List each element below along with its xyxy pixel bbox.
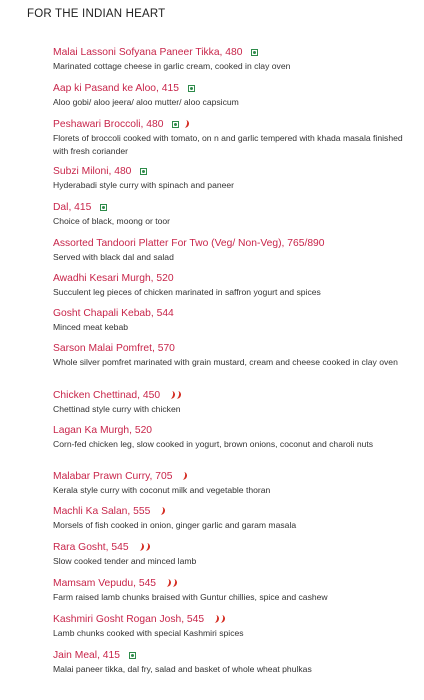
menu-item	[53, 540, 403, 568]
menu-item-name: Malai Lassoni Sofyana Paneer Tikka, 480	[53, 46, 243, 58]
menu-item-name: Kashmiri Gosht Rogan Josh, 545	[53, 613, 205, 625]
spice-level	[169, 390, 180, 400]
menu-item	[53, 164, 403, 192]
dietary-marks	[100, 204, 107, 211]
veg-icon	[129, 652, 136, 659]
spice-level	[138, 542, 149, 552]
menu-item	[53, 81, 403, 109]
chilli-icon	[219, 614, 224, 624]
chilli-icon	[138, 542, 143, 552]
veg-icon	[188, 85, 195, 92]
menu-item-header	[53, 45, 403, 59]
chilli-icon	[169, 390, 174, 400]
menu-item-header	[53, 81, 403, 95]
menu-item	[53, 271, 403, 299]
menu-item-header	[53, 200, 403, 214]
menu-item-name: Machli Ka Salan, 555	[53, 505, 151, 517]
menu-item-description: Whole silver pomfret marinated with grain mustard, cream and cheese cooked in clay oven	[53, 357, 398, 367]
menu-item-description: Morsels of fish cooked in onion, ginger garlic and garam masala	[53, 520, 297, 530]
menu-item-name: Lagan Ka Murgh, 520	[53, 424, 153, 436]
dietary-marks	[129, 652, 136, 659]
menu-item	[53, 504, 403, 532]
menu-item	[53, 236, 403, 264]
dietary-marks	[169, 390, 180, 400]
menu-item-header	[53, 306, 403, 320]
dietary-marks	[138, 542, 149, 552]
menu-item	[53, 423, 403, 451]
dietary-marks	[188, 85, 195, 92]
menu-item-name: Malabar Prawn Curry, 705	[53, 470, 173, 482]
chilli-icon	[165, 578, 170, 588]
menu-item-description: Kerala style curry with coconut milk and vegetable thoran	[53, 485, 271, 495]
menu-item-description: Marinated cottage cheese in garlic cream, cooked in clay oven	[53, 61, 291, 71]
menu-item-header	[53, 388, 403, 402]
dietary-marks	[159, 506, 164, 516]
menu-item-name: Rara Gosht, 545	[53, 541, 129, 553]
menu-item	[53, 469, 403, 497]
menu-item	[53, 45, 403, 73]
menu-item	[53, 612, 403, 640]
menu-item-description: Farm raised lamb chunks braised with Guntur chillies, spice and cashew	[53, 592, 328, 602]
menu-item-header	[53, 576, 403, 590]
dietary-marks	[165, 578, 176, 588]
menu-item-description: Chettinad style curry with chicken	[53, 404, 181, 414]
chilli-icon	[144, 542, 149, 552]
dietary-marks	[213, 614, 224, 624]
chilli-icon	[175, 390, 180, 400]
menu-item-description: Slow cooked tender and minced lamb	[53, 556, 197, 566]
menu-item-name: Assorted Tandoori Platter For Two (Veg/ Non-Veg), 765/890	[53, 237, 325, 249]
menu-item	[53, 576, 403, 604]
menu-item-header	[53, 117, 403, 131]
veg-icon	[100, 204, 107, 211]
veg-icon	[172, 121, 179, 128]
menu-item-description: Succulent leg pieces of chicken marinated in saffron yogurt and spices	[53, 287, 321, 297]
menu-item	[53, 388, 403, 416]
menu-item-name: Subzi Miloni, 480	[53, 165, 132, 177]
section-title: FOR THE INDIAN HEART	[27, 8, 166, 20]
menu-item-name: Aap ki Pasand ke Aloo, 415	[53, 82, 179, 94]
chilli-icon	[159, 506, 164, 516]
menu-item-name: Gosht Chapali Kebab, 544	[53, 307, 174, 319]
dietary-marks	[181, 471, 186, 481]
menu-item-header	[53, 164, 403, 178]
spice-level	[213, 614, 224, 624]
menu-item-header	[53, 612, 403, 626]
menu-item-header	[53, 423, 403, 437]
spice-level	[181, 471, 186, 481]
menu-item	[53, 648, 403, 676]
menu-item-name: Mamsam Vepudu, 545	[53, 577, 157, 589]
menu-item-name: Dal, 415	[53, 201, 92, 213]
menu-item-header	[53, 469, 403, 483]
menu-item-header	[53, 341, 403, 355]
menu-item-name: Chicken Chettinad, 450	[53, 389, 161, 401]
menu-item-description: Choice of black, moong or toor	[53, 216, 171, 226]
dietary-marks	[140, 168, 147, 175]
menu-item-name: Jain Meal, 415	[53, 649, 120, 661]
chilli-icon	[213, 614, 218, 624]
menu-item-name: Peshawari Broccoli, 480	[53, 118, 164, 130]
menu-item-header	[53, 648, 403, 662]
veg-icon	[140, 168, 147, 175]
dietary-marks	[251, 49, 258, 56]
menu-item-header	[53, 236, 403, 250]
menu-item-description: Corn-fed chicken leg, slow cooked in yogurt, brown onions, coconut and charoli nuts	[53, 439, 374, 449]
chilli-icon	[181, 471, 186, 481]
spice-level	[159, 506, 164, 516]
menu-item-description: Florets of broccoli cooked with tomato, on n and garlic tempered with khada masala finished with fresh coriander	[53, 133, 403, 156]
menu-item-header	[53, 504, 403, 518]
menu-item-description: Aloo gobi/ aloo jeera/ aloo mutter/ aloo capsicum	[53, 97, 239, 107]
veg-icon	[251, 49, 258, 56]
menu-item-description: Hyderabadi style curry with spinach and paneer	[53, 180, 235, 190]
menu-item	[53, 117, 403, 158]
spice-level	[165, 578, 176, 588]
spice-level	[183, 119, 188, 129]
menu-item-description: Malai paneer tikka, dal fry, salad and basket of whole wheat phulkas	[53, 664, 312, 674]
menu-item	[53, 341, 403, 369]
menu-item-description: Lamb chunks cooked with special Kashmiri spices	[53, 628, 244, 638]
menu-item	[53, 200, 403, 228]
chilli-icon	[171, 578, 176, 588]
menu-item-name: Awadhi Kesari Murgh, 520	[53, 272, 174, 284]
menu-item-description: Served with black dal and salad	[53, 252, 174, 262]
menu-item-header	[53, 540, 403, 554]
menu-item-name: Sarson Malai Pomfret, 570	[53, 342, 175, 354]
chilli-icon	[183, 119, 188, 129]
menu-item-description: Minced meat kebab	[53, 322, 128, 332]
menu-item	[53, 306, 403, 334]
menu-item-header	[53, 271, 403, 285]
dietary-marks	[172, 119, 188, 129]
